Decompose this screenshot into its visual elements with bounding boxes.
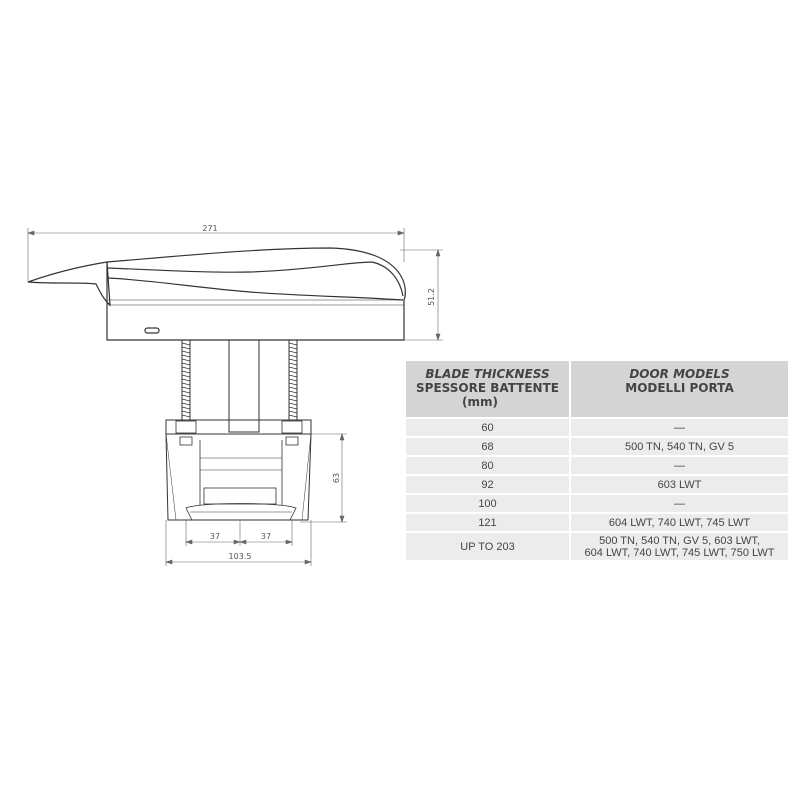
models-cell (570, 532, 788, 560)
table-row (406, 513, 788, 532)
header-blade-thickness-en: BLADE THICKNESS (425, 367, 550, 381)
models-cell: 604 LWT, 740 LWT, 745 LWT (570, 513, 788, 532)
models-cell: 500 TN, 540 TN, GV 5 (570, 437, 788, 456)
models-cell: — (570, 456, 788, 475)
models-line-2: 604 LWT, 740 LWT, 745 LWT, 750 LWT (584, 546, 775, 559)
thickness-cell: 100 (406, 494, 570, 513)
table-row (406, 475, 788, 494)
table-row (406, 456, 788, 475)
table-row (406, 418, 788, 437)
models-line-1: 500 TN, 540 TN, GV 5, 603 LWT, (599, 534, 760, 547)
thickness-cell: 80 (406, 456, 570, 475)
thickness-cell: UP TO 203 (406, 532, 570, 560)
dimension-right-spacing: 37 (260, 532, 272, 541)
header-blade-thickness (406, 361, 570, 418)
thickness-cell: 68 (406, 437, 570, 456)
table-row (406, 532, 788, 560)
dimension-left-spacing: 37 (209, 532, 221, 541)
thickness-cell: 121 (406, 513, 570, 532)
header-door-models-it: MODELLI PORTA (625, 381, 734, 395)
compatibility-table (406, 361, 788, 560)
dimension-height: 51.2 (427, 288, 436, 306)
dimension-lines (28, 228, 443, 566)
table-header-row (406, 361, 788, 418)
header-blade-thickness-it: SPESSORE BATTENTE (416, 381, 559, 395)
header-door-models-en: DOOR MODELS (629, 367, 730, 381)
table-row (406, 494, 788, 513)
dimension-total-length: 271 (202, 224, 218, 233)
dimension-base-height: 63 (332, 472, 341, 484)
header-door-models (570, 361, 788, 418)
thickness-cell: 92 (406, 475, 570, 494)
base-rosette (166, 420, 311, 520)
models-cell: — (570, 418, 788, 437)
models-cell: — (570, 494, 788, 513)
dimension-base-width: 103.5 (228, 552, 252, 561)
threaded-rods (182, 340, 297, 432)
header-blade-thickness-unit: (mm) (462, 395, 498, 409)
handle-outline (28, 248, 405, 340)
models-cell: 603 LWT (570, 475, 788, 494)
thickness-cell: 60 (406, 418, 570, 437)
table-row (406, 437, 788, 456)
